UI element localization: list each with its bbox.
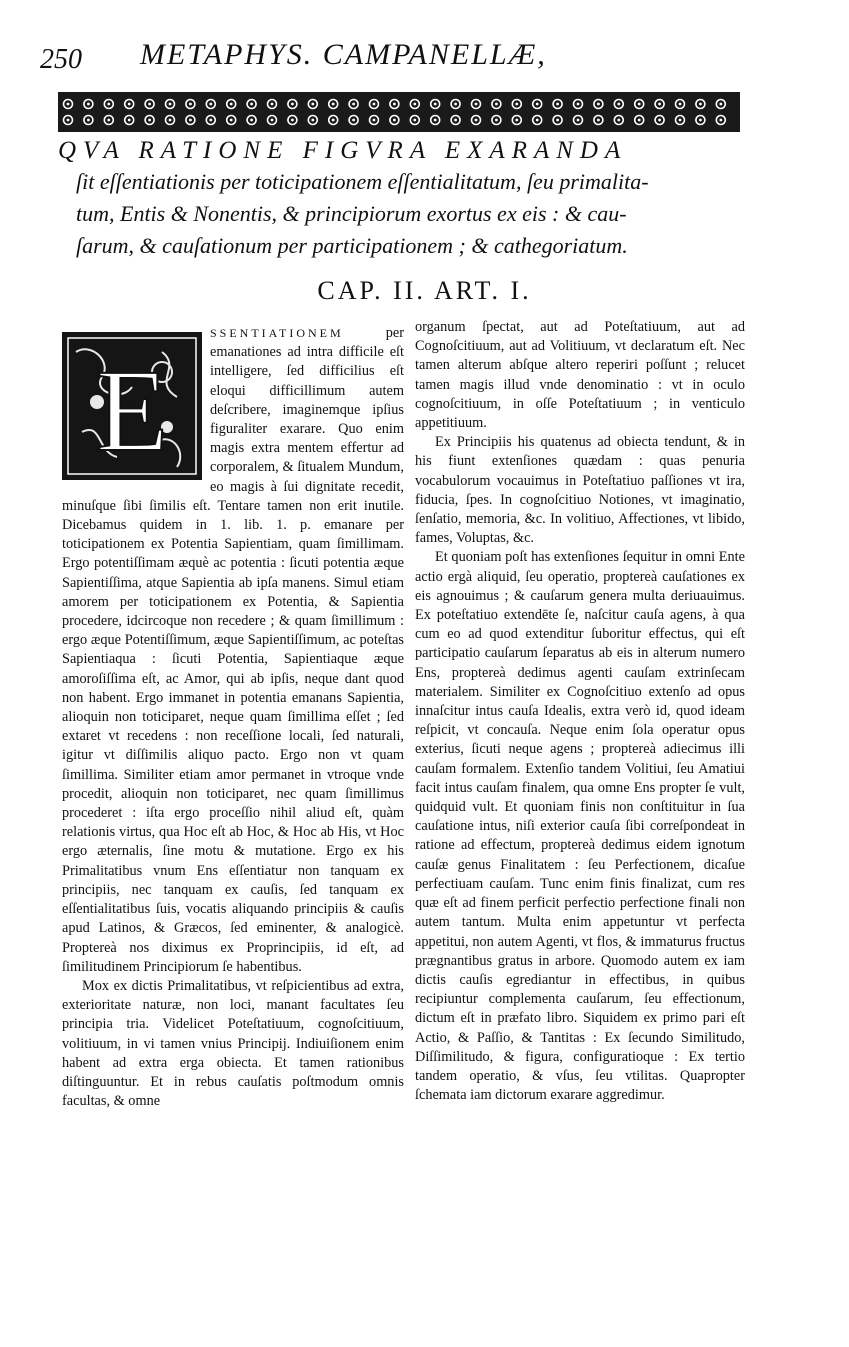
- paragraph-1-text: per emanationes ad intra difficile eſt intelligere, ſed difficilius eſt eloqui difficillimum autem deſcribere, imaginemque ipſius figuraliter exarare. Quo enim magis extra mentem effertur ad corporalem, & ſitualem Mundum, eo magis à ſui dignitate recedit, minuſque ſibi ſimilis eſt. Tentare tamen non erit inutile. Dicebamus quidem in 1. lib. 1. p. emanare per toticipationem ex Potentia Sapientiam, quam ſimillimam. Ergo potentiſſimam æquè ac potentia : ſicuti potentia æque Sapientiſſima, atque Sapientia ab ipſa manens. Simul etiam amorem per toticipationem ex Potentia, & Sapientia procedere, idcircoque non recedere ; & quam ſimillimum : ergo æque Potentiſſimum, æque Sapientiſſimum, ac poteſtas Sapientiaqua : ſicuti Potentia, Sapientiaque æque amoroſiſſima eſt, ac Amor, qui ab ipſis, neque dant quod non habent. Ergo immanet in potentia emanans Sapientia, alioquin non toticiparet, neque quam ſimillima eſſet ; ſed extaret vt recedens : non receſſione locali, ſed naturali, igitur vt diſſimilis aliquo pacto. Ergo non vt quam ſimillima. Similiter etiam amor permanet in vtroque vnde procedit, alioquin non toticiparet, nec quam ſimillimus procederet : iſta ergo proceſſio nihil aliud eſt, quàm relationis virtus, qua Hoc eſt ab Hoc, & Hoc ab His, vt Hoc ergo æternalis, ſine motu & mutatione. Ergo ex his Primalitatibus vnum Ens eſſentiatur non tanquam ex principiis, nec tanquam ex cauſis, ſed tanquam ex eſſentialitatibus ſuis, vocatis aliquando principiis & cauſis apud Latinos, & Græcos, ſed eminenter, & analogicè. Proptereà nos diximus ex Proprincipiis, id eſt, ad ſimilitudinem Principiorum ſe habentibus.: [62, 325, 404, 975]
- chapter-label: CAP. II. ART. I.: [317, 276, 532, 305]
- running-title: METAPHYS. CAMPANELLÆ,: [140, 38, 547, 71]
- decorated-initial: [62, 332, 202, 480]
- paragraph-5: Et quoniam poſt has extenſiones ſequitur in omni Ente actio ergà aliquid, ſeu operatio, proptereà cauſationes ex eis agnouimus ; & cauſarum genera multa deriuauimus. Ex poteſtatiuo extendēte ſe, naſcitur cauſa agens, à qua cum eo ad quod extenditur ſuboritur effectus, qui eſt participatio cauſarum ſeparatus ab eis in alterum numero Ens, proptereà dedimus agenti cauſam extrinſecam materialem. Similiter ex Cognoſcitiuo extenſo ad opus innaſcitur intus cauſa Idealis, extra verò id, quod ideam reſpicit, vt concauſa. Neque enim ſola operatur opus exterius, ſicuti neque agens ; proptereà adiecimus illi cauſam formalem. Extenſio tandem Volitiui, ſeu Amatiui facit intus cauſam finalem, qua omne Ens propter ſe vult, quidquid vult. Et quoniam finis non conſtituitur in ſua cauſatione intus, niſi exterior cauſa ſibi correſpondeat in ratione ad effectum, proptereà dedimus eidem ignotum cauſæ genus Finalitatem : ſeu Perfectionem, dicaſue perfectiuam cauſam. Tunc enim finis finalizat, cum res quæ eſt ad finem perficit perfectio perfectione finali non autem tantum. Multa enim appetuntur vt perfecta appetitui, non autem Agenti, vt flos, & immaturus fructus prægnantibus gratus in arbore. Quomodo autem ex iam dictis cauſis egrediantur in effectibus, in quibus recipiuntur complementa cauſarum, ſeu effectionum, dictum eſt in præfato libro. Siquidem ex primo pari eſt Actio, & Paſſio, & Tantitas : Ex ſecundo Similitudo, Diſſimilitudo, & figura, configuratioque : Ex tertio tandem operatio, & vſus, ſeu vtilitas. Quapropter ſchemata iam dictorum exarare aggredimur.: [415, 549, 745, 1104]
- right-column: [415, 318, 745, 1105]
- drop-cap-letter: E: [95, 345, 169, 476]
- left-column: [62, 324, 404, 1111]
- paragraph-2: Mox ex dictis Primalitatibus, vt reſpicientibus ad extra, exterioritate naturæ, non loci, manant facultates ſeu principia tria. Videlicet Poteſtatiuum, cognoſcitiuum, volitiuum, in vi tamen vnius Principij. Indiuiſionem enim habent ad extra erga obiecta. Et tamen rationibus diſtinguuntur. Et in rebus cauſatis poſtmodum omnis facultas, & omne: [62, 977, 404, 1110]
- heading-line-3: tum, Entis & Nonentis, & principiorum exortus ex eis : & cau-: [76, 201, 627, 226]
- heading-line-1: QVA RATIONE FIGVRA EXARANDA: [58, 137, 628, 164]
- chapter-heading: [58, 136, 748, 262]
- page-number: 250: [40, 44, 82, 75]
- paragraph-4: Ex Principiis his quatenus ad obiecta tendunt, & in his fiunt extenſiones quædam : quas penuria vocabulorum vocauimus in Poteſtatiuo paſſiones vt ira, fiducia, ſpes. In cognoſcitiuo Notiones, vt imaginatio, ſenſatio, memoria, &c. In volitiuo, Affectiones, vt libido, fames, Voluptas, &c.: [415, 434, 745, 547]
- ornamental-border: [58, 92, 740, 132]
- heading-line-2: ſit eſſentiationis per toticipationem eſſentialitatum, ſeu primalita-: [76, 169, 649, 194]
- lead-word: SSENTIATIONEM: [210, 326, 344, 340]
- paragraph-3: organum ſpectat, aut ad Poteſtatiuum, aut ad Cognoſcitiuum, aut ad Volitiuum, vt declaratum eſt. Nec tamen alterum abſque altero reperiri poſſunt ; relucet tamen magis illud vnde denominatio : vt in oculo cognoſcitiuum, in oſſe Poteſtatiuum ; in venticulo appetitiuum.: [415, 319, 745, 432]
- heading-line-4: ſarum, & cauſationum per participationem ; & cathegoriatum.: [76, 233, 628, 258]
